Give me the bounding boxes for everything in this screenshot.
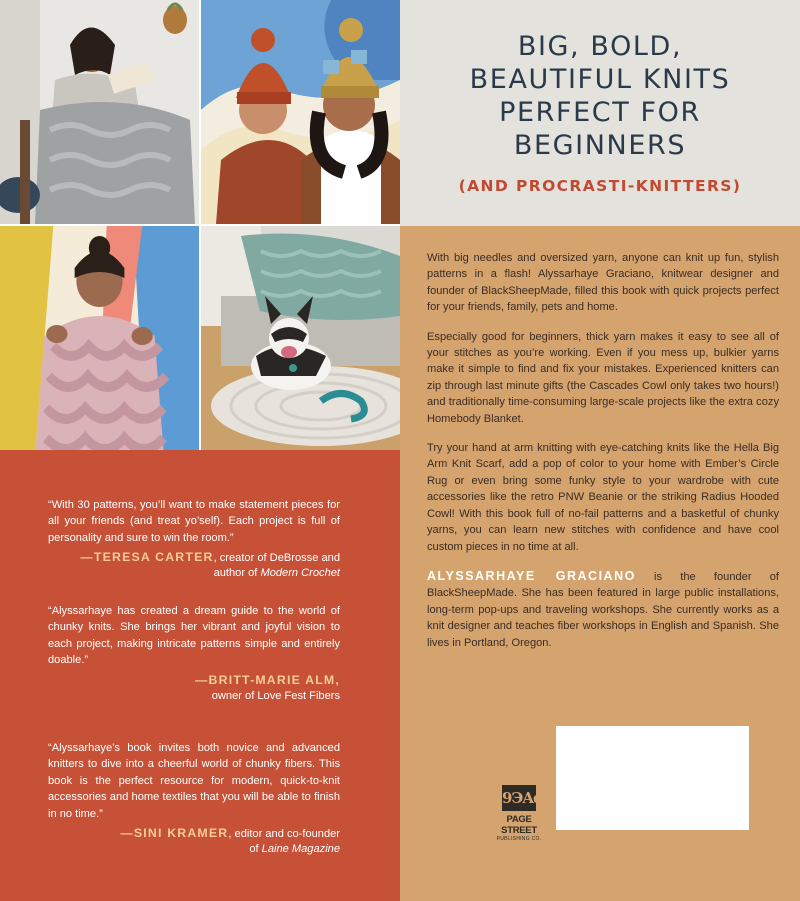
description-paragraph: With big needles and oversized yarn, anyone can knit up fun, stylish patterns in a flash! Alyssarhaye Graciano, knitwear designer and founder of BlackSheepMade, filled this book with quick projects perfect for your friends, family, pets and home.	[427, 252, 779, 314]
description-panel	[400, 226, 800, 901]
reviews-panel	[0, 450, 400, 901]
title-line: BIG, BOLD,	[517, 31, 683, 62]
author-bio	[427, 568, 779, 651]
review-attribution	[48, 550, 340, 581]
review	[48, 497, 340, 581]
photo-corgi-on-round-rug	[201, 226, 400, 450]
publisher-logo-mark: 9ЭAd	[502, 785, 536, 811]
description-paragraph: Try your hand at arm knitting with eye-catching knits like the Hella Big Arm Knit Scarf, add a pop of color to your home with Ember’s Circle Rug or even bring some funky style to your wardrobe with cute accessories like the retro PNW Beanie or the striking Radius Hooded Cowl! With this book full of no-fail patterns and a basketful of chunky yarns, you can learn new stitches with confidence and have cool custom pieces in no time at all.	[427, 442, 779, 553]
reviewer-role-cont: of	[249, 843, 262, 856]
publisher-logo	[496, 785, 542, 845]
reviewer-role: , editor and co-founder	[228, 828, 340, 841]
reviewer-role: owner of Love Fest Fibers	[211, 689, 340, 702]
review-quote: “With 30 patterns, you’ll want to make statement pieces for all your friends (and treat yo’self). Each project is full of personality and sure to win the room.”	[48, 499, 340, 544]
title-line: PERFECT FOR	[499, 97, 701, 128]
book-title	[400, 30, 800, 162]
barcode-placeholder	[556, 726, 749, 830]
publisher-name-sub: PUBLISHING CO.	[496, 836, 542, 842]
reviewer-name: —SINI KRAMER	[120, 826, 229, 841]
author-name: ALYSSARHAYE GRACIANO	[427, 568, 636, 583]
reviewer-name: —BRITT-MARIE ALM,	[195, 672, 340, 687]
reviewer-role-cont: author of	[213, 567, 261, 580]
photo-two-women-in-beanies	[201, 0, 400, 224]
author-bio-text: is the founder of BlackSheepMade. She has been featured in large public installations, long-term pop-ups and traveling workshops. She currently works as a knit designer and teaches fiber workshops in English and Spanish. She lives in Portland, Oregon.	[427, 570, 779, 649]
title-line: BEAUTIFUL KNITS	[469, 64, 731, 95]
photo-woman-in-chunky-pink-blanket	[0, 226, 199, 450]
photo-woman-reading-under-blanket	[0, 0, 199, 224]
book-subtitle: (AND PROCRASTI-KNITTERS)	[458, 177, 742, 195]
reviewer-name: —TERESA CARTER	[80, 550, 214, 565]
description-text	[427, 250, 779, 664]
headline-panel	[400, 0, 800, 226]
review	[48, 740, 340, 857]
review-attribution	[48, 826, 340, 857]
reviewer-publication: Laine Magazine	[261, 843, 340, 856]
review-quote: “Alyssarhaye’s book invites both novice and advanced knitters to dive into a cheerful world of chunky fibers. This book is the perfect resource for modern, quick-to-knit accessories and home textiles that you will be able to finish in no time.”	[48, 742, 340, 820]
reviewer-publication: Modern Crochet	[260, 567, 340, 580]
review-attribution	[48, 673, 340, 704]
reviewer-role: , creator of DeBrosse and	[213, 552, 340, 565]
description-paragraph: Especially good for beginners, thick yarn makes it easy to see all of your stitches as you’re working. Even if you mess up, bulkier yarns make it simple to find and fix your mistakes. Experienced knitters can zip through last minute gifts (the Cascades Cowl only takes two hours!) and traditionally time-consuming large-scale projects like the extra cozy Homebody Blanket.	[427, 330, 779, 425]
title-line: BEGINNERS	[513, 130, 687, 161]
review	[48, 603, 340, 704]
review-quote: “Alyssarhaye has created a dream guide to the world of chunky knits. She brings her vibrant and joyful vision to each project, making intricate patterns simple and entirely doable.”	[48, 605, 340, 667]
publisher-name: PAGE STREET	[501, 814, 537, 836]
